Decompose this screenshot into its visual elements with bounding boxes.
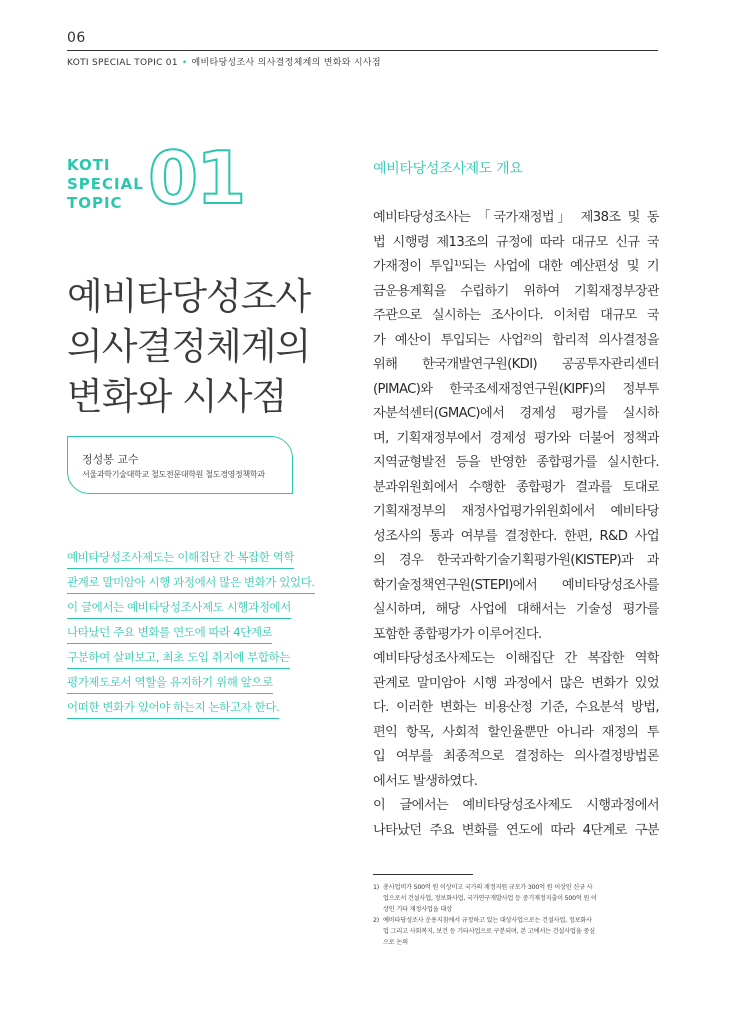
body-line: 입 여부를 최종적으로 결정하는 의사결정방법론: [373, 749, 659, 764]
article-summary: [67, 546, 357, 721]
footnote-number: 1): [373, 884, 379, 891]
title-line: 예비타당성조사: [67, 275, 311, 318]
body-line: 포함한 종합평가가 이루어진다.: [373, 626, 542, 642]
footnote-line: 으로 논의: [383, 939, 408, 946]
body-line: 예비타당성조사제도는 이해집단 간 복잡한 역학: [373, 651, 659, 666]
body-text: [373, 206, 659, 843]
body-line: 며, 기획재정부에서 경제성 평가와 더불어 정책과: [373, 430, 659, 446]
body-line: 관계로 말미암아 시행 과정에서 많은 변화가 있었: [373, 675, 659, 691]
summary-line: 평가제도로서 역할을 유지하기 위해 앞으로: [67, 671, 273, 694]
footnote: [373, 882, 659, 915]
footnote-rule: [373, 874, 473, 875]
body-line: 학기술정책연구원(STEPI)에서 예비타당성조사를: [373, 577, 659, 593]
footnote-line: 업으로서 건설사업, 정보화사업, 국가연구개발사업 등 중기재정지출이 500억 원 이: [383, 895, 597, 902]
footnote-line: 예비타당성조사 운용지침에서 규정하고 있는 대상사업으로는 건설사업, 정보화사: [383, 917, 592, 924]
topic-label-line: SPECIAL: [67, 175, 144, 193]
summary-line: 이 글에서는 예비타당성조사제도 시행과정에서: [67, 596, 291, 619]
body-line: 편익 항목, 사회적 할인율뿐만 아니라 재정의 투: [373, 724, 659, 740]
body-line: 기획재정부의 재정사업평가위원회에서 예비타당: [373, 504, 659, 519]
title-line: 변화와 시사점: [67, 375, 287, 418]
body-line: 지역균형발전 등을 반영한 종합평가를 실시한다.: [373, 455, 659, 470]
article-title: [67, 272, 357, 422]
footnote-line: 업 그리고 사회복지, 보건 등 기타사업으로 구분되며, 본 고에서는 건설사업을 중심: [383, 928, 595, 935]
footnotes: [373, 882, 659, 948]
footnote-number: 2): [373, 917, 379, 924]
footnote-line: 상인 기타 재정사업을 대상: [383, 906, 452, 913]
author-name: 정성봉 교수: [82, 453, 139, 466]
page-number: 06: [67, 30, 86, 46]
body-line: 금운용계획을 수립하기 위하여 기획재정부장관: [373, 283, 659, 299]
body-line: 성조사의 통과 여부를 결정한다. 한편, R&D 사업: [373, 528, 659, 544]
title-line: 의사결정체계의: [67, 325, 311, 368]
body-line: 다. 이러한 변화는 비용산정 기준, 수요분석 방법,: [373, 700, 659, 715]
body-line: 자분석센터(GMAC)에서 경제성 평가를 실시하: [373, 406, 659, 421]
series-name: KOTI SPECIAL TOPIC 01: [67, 58, 178, 68]
body-line: 가재정이 투입¹⁾되는 사업에 대한 예산편성 및 기: [373, 259, 659, 274]
body-line: 이 글에서는 예비타당성조사제도 시행과정에서: [373, 798, 659, 813]
body-line: 의 경우 한국과학기술기획평가원(KISTEP)과 과: [373, 553, 659, 568]
body-line: 분과위원회에서 수행한 종합평가 결과를 토대로: [373, 479, 659, 495]
body-line: 주관으로 실시하는 조사이다. 이처럼 대규모 국: [373, 308, 659, 323]
section-heading: 예비타당성조사제도 개요: [373, 161, 523, 177]
article-short-title: 예비타당성조사 의사결정체계의 변화와 시사점: [191, 58, 381, 68]
author-box: [67, 436, 293, 494]
body-line: 가 예산이 투입되는 사업²⁾의 합리적 의사결정을: [373, 332, 659, 348]
body-line: 예비타당성조사는 「국가재정법」 제38조 및 동: [373, 210, 659, 225]
topic-number: 01: [148, 136, 245, 220]
body-line: 실시하며, 해당 사업에 대해서는 기술성 평가를: [373, 602, 659, 617]
summary-line: 구분하여 살펴보고, 최초 도입 취지에 부합하는: [67, 646, 290, 669]
body-line: 법 시행령 제13조의 규정에 따라 대규모 신규 국: [373, 234, 659, 250]
summary-line: 어떠한 변화가 있어야 하는지 논하고자 한다.: [67, 696, 279, 719]
footnote: [373, 915, 659, 948]
header-rule: [67, 50, 658, 51]
summary-line: 나타났던 주요 변화를 연도에 따라 4단계로: [67, 621, 272, 644]
summary-line: 예비타당성조사제도는 이해집단 간 복잡한 역학: [67, 546, 294, 569]
running-header: [67, 55, 381, 68]
footnote-line: 총사업비가 500억 원 이상이고 국가의 재정지원 규모가 300억 원 이상인 신규 사: [383, 884, 593, 891]
header-separator: •: [181, 58, 188, 68]
topic-label-line: KOTI: [67, 156, 111, 174]
author-affiliation: 서울과학기술대학교 철도전문대학원 철도경영정책학과: [82, 470, 265, 479]
body-line: 나타났던 주요 변화를 연도에 따라 4단계로 구분: [373, 822, 659, 838]
body-line: (PIMAC)와 한국조세재정연구원(KIPF)의 정부투: [373, 381, 659, 397]
body-line: 위해 한국개발연구원(KDI) 공공투자관리센터: [373, 357, 659, 372]
body-line: 에서도 발생하였다.: [373, 773, 478, 789]
topic-label-line: TOPIC: [67, 194, 123, 212]
topic-label: [67, 156, 144, 213]
summary-line: 관계로 말미암아 시행 과정에서 많은 변화가 있었다.: [67, 571, 315, 594]
